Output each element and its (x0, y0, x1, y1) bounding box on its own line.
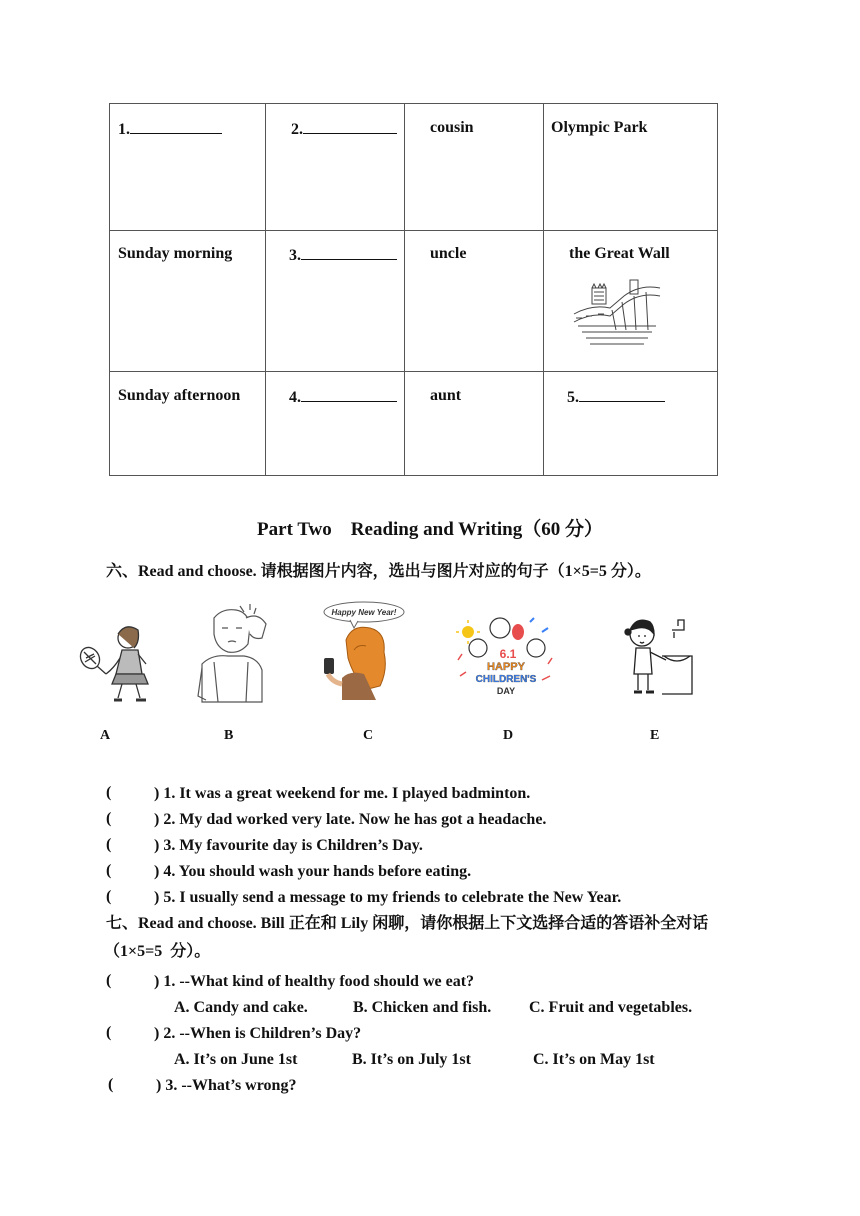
girl-playing-badminton-icon (76, 618, 156, 704)
answer-blank[interactable] (130, 118, 222, 134)
childrens-day-logo-icon (452, 614, 556, 700)
table-cell-sunday-afternoon: Sunday afternoon (118, 387, 241, 404)
table-cell-blank-2[interactable] (291, 118, 397, 140)
table-cell-label: 3. (289, 247, 301, 264)
answer-blank[interactable] (303, 118, 397, 134)
answer-paren[interactable]: ( (106, 784, 112, 801)
table-cell-blank-4[interactable] (289, 386, 397, 408)
table-cell-label: 2. (291, 121, 303, 138)
table-cell-blank-1[interactable] (118, 118, 222, 140)
table-cell-label: 4. (289, 389, 301, 406)
woman-texting-icon (318, 600, 408, 700)
q2-option-a: A. It’s on June 1st (174, 1051, 298, 1068)
part-two-title: Part Two Reading and Writing（60 分） (257, 519, 603, 540)
question-6-3: ) 3. My favourite day is Children’s Day. (154, 837, 423, 854)
table-divider (110, 230, 717, 231)
q1-option-a: A. Candy and cake. (174, 999, 308, 1016)
table-divider (404, 104, 405, 475)
q1-option-c: C. Fruit and vegetables. (529, 999, 693, 1016)
table-cell-olympic-park: Olympic Park (551, 119, 648, 136)
logo-happy-text: HAPPY (487, 661, 525, 673)
table-cell-label: 5. (567, 389, 579, 406)
section-7-heading-score: （1×5=5 分）。 (104, 943, 211, 960)
answer-blank[interactable] (301, 386, 397, 402)
answer-paren[interactable]: ( (106, 888, 112, 905)
picture-letter-c: C (363, 728, 374, 743)
logo-date-text: 6.1 (499, 647, 517, 661)
picture-letter-d: D (503, 728, 514, 743)
question-6-4: ) 4. You should wash your hands before eating. (154, 863, 472, 880)
speech-bubble-text: Happy New Year! (331, 608, 397, 617)
question-6-2: ) 2. My dad worked very late. Now he has got a headache. (154, 811, 547, 828)
great-wall-icon (572, 274, 662, 346)
q2-option-c: C. It’s on May 1st (533, 1051, 655, 1068)
answer-blank[interactable] (579, 386, 665, 402)
picture-letter-b: B (224, 728, 234, 743)
q1-option-b: B. Chicken and fish. (353, 999, 492, 1016)
answer-blank[interactable] (301, 244, 397, 260)
man-with-headache-icon (192, 604, 276, 704)
girl-washing-hands-icon (622, 616, 698, 696)
table-divider (543, 104, 544, 475)
table-cell-blank-5[interactable] (567, 386, 665, 408)
table-divider (110, 371, 717, 372)
answer-paren[interactable]: ( (108, 1076, 114, 1093)
table-cell-sunday-morning: Sunday morning (118, 245, 233, 262)
schedule-table (109, 103, 718, 476)
table-cell-cousin: cousin (430, 119, 474, 136)
question-7-2: ) 2. --When is Children’s Day? (154, 1025, 362, 1042)
answer-paren[interactable]: ( (106, 810, 112, 827)
table-cell-blank-3[interactable] (289, 244, 397, 266)
question-6-1: ) 1. It was a great weekend for me. I played badminton. (154, 785, 531, 802)
picture-letter-a: A (100, 728, 111, 743)
table-cell-great-wall: the Great Wall (569, 245, 670, 262)
q2-option-b: B. It’s on July 1st (352, 1051, 471, 1068)
question-6-5: ) 5. I usually send a message to my friends to celebrate the New Year. (154, 889, 622, 906)
answer-paren[interactable]: ( (106, 1024, 112, 1041)
question-7-1: ) 1. --What kind of healthy food should we eat? (154, 973, 475, 990)
question-7-3: ) 3. --What’s wrong? (156, 1077, 297, 1094)
answer-paren[interactable]: ( (106, 836, 112, 853)
logo-day-text: DAY (496, 686, 516, 696)
table-cell-label: 1. (118, 121, 130, 138)
answer-paren[interactable]: ( (106, 862, 112, 879)
section-6-heading: 六、Read and choose. 请根据图片内容，选出与图片对应的句子（1×5=5 分）。 (106, 563, 651, 580)
section-7-heading: 七、Read and choose. Bill 正在和 Lily 闲聊，请你根据上下文选择合适的答语补全对话 (106, 915, 709, 932)
answer-paren[interactable]: ( (106, 972, 112, 989)
table-cell-uncle: uncle (430, 245, 467, 262)
picture-letter-e: E (650, 728, 660, 743)
table-cell-aunt: aunt (430, 387, 462, 404)
table-divider (265, 104, 266, 475)
logo-childrens-text: CHILDREN'S (475, 674, 537, 685)
